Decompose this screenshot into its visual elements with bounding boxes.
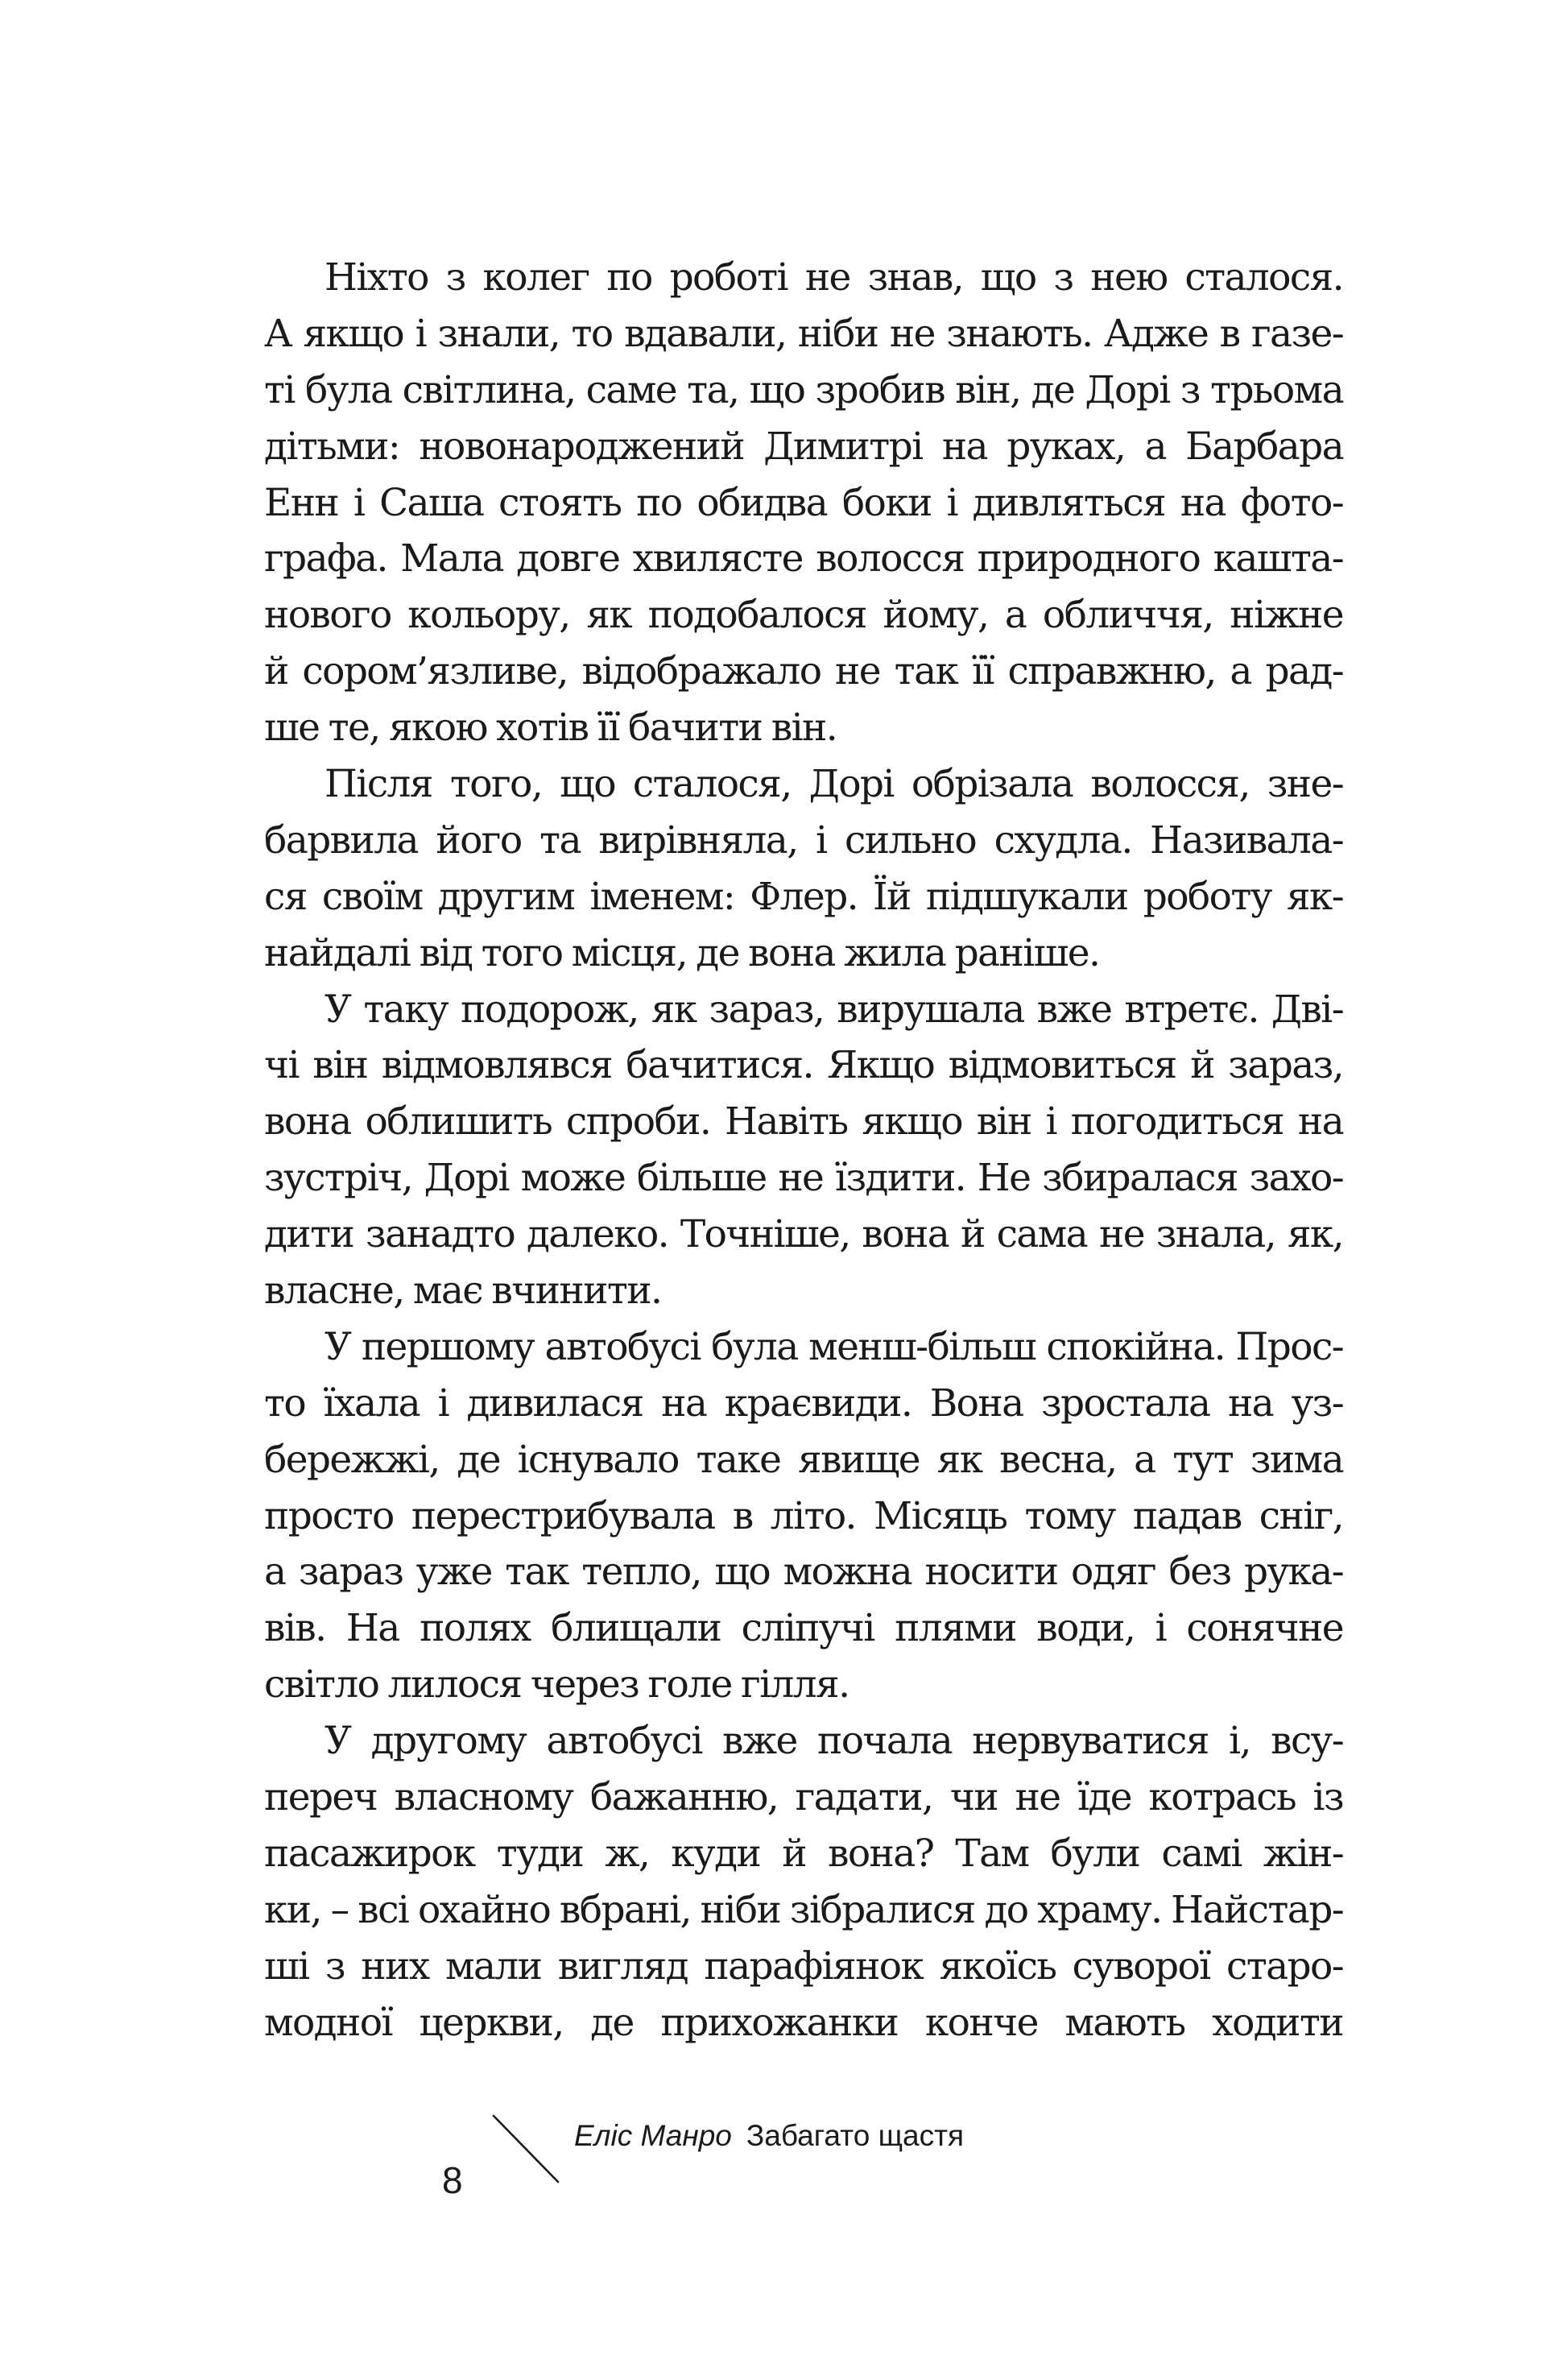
text-line: вів. На полях блищали сліпучі плями води, і сонячне [264,1606,1343,1651]
text-line: дити занадто далеко. Точніше, вона й сама не знала, як, [264,1212,1343,1257]
text-line: пасажирок туди ж, куди й вона? Там були самі жін- [264,1831,1343,1876]
text-line: то їхала і дивилася на краєвиди. Вона зростала на уз- [264,1380,1343,1426]
running-head [574,2120,964,2152]
text-line: А якщо і знали, то вдавали, ніби не знають. Адже в газе- [264,311,1343,356]
paragraph [264,250,1343,756]
text-line: вона облишить спроби. Навіть якщо він і погодиться на [264,1099,1343,1144]
diagonal-divider-icon [491,2113,564,2186]
paragraph [264,1713,1343,2051]
text-line: дітьми: новонароджений Димитрі на руках, а Барбара [264,424,1343,469]
text-line: ті була світлина, саме та, що зробив він, де Дорі з трьома [264,367,1343,412]
text-line: а зараз уже так тепло, що можна носити одяг без рука- [264,1550,1343,1595]
text-line: модної церкви, де прихожанки конче мають ходити [264,2000,1343,2045]
text-line: й сором’язливе, відображало не так її справжню, а рад- [264,649,1343,694]
book-title: Забагато щастя [746,2119,965,2152]
text-line: власне, має вчинити. [264,1269,662,1314]
text-line: переч власному бажанню, гадати, чи не їде котрась із [264,1775,1343,1820]
text-line: зустріч, Дорі може більше не їздити. Не збиралася захо- [264,1156,1343,1201]
author-name: Еліс Манро [574,2119,732,2152]
text-line: барвила його та вирівняла, і сильно схудла. Називала- [264,817,1343,863]
text-line: просто перестрибувала в літо. Місяць тому падав сніг, [264,1493,1343,1538]
paragraph [264,982,1343,1319]
paragraph [264,756,1343,982]
text-line: У таку подорож, як зараз, вирушала вже втретє. Дві- [324,987,1343,1032]
text-line: ші з них мали вигляд парафіянок якоїсь суворої старо- [264,1943,1343,1989]
text-line: Енн і Саша стоять по обидва боки і дивляться на фото- [264,480,1343,525]
page-number: 8 [442,2159,463,2201]
text-line: Ніхто з колег по роботі не знав, що з нею сталося. [324,255,1343,300]
text-line: чі він відмовлявся бачитися. Якщо відмовиться й зараз, [264,1043,1343,1088]
text-line: ся своїм другим іменем: Флер. Їй підшукали роботу як- [264,874,1343,919]
text-line: бережжі, де існувало таке явище як весна, а тут зима [264,1437,1343,1482]
text-line: ше те, якою хотів її бачити він. [264,706,837,751]
paragraph [264,1319,1343,1713]
text-line: найдалі від того місця, де вона жила раніше. [264,930,1100,975]
body-text [264,250,1343,2051]
text-line: нового кольору, як подобалося йому, а обличчя, ніжне [264,593,1343,638]
text-line: світло лилося через голе гілля. [264,1662,849,1707]
text-line: ки, – всі охайно вбрані, ніби зібралися до храму. Найстар- [264,1887,1343,1932]
text-line: графа. Мала довге хвилясте волосся природного кашта- [264,536,1343,582]
text-line: У другому автобусі вже почала нервуватися і, всу- [324,1719,1343,1764]
text-line: У першому автобусі була менш-більш спокійна. Прос- [324,1324,1343,1369]
text-line: Після того, що сталося, Дорі обрізала волосся, зне- [324,762,1343,807]
